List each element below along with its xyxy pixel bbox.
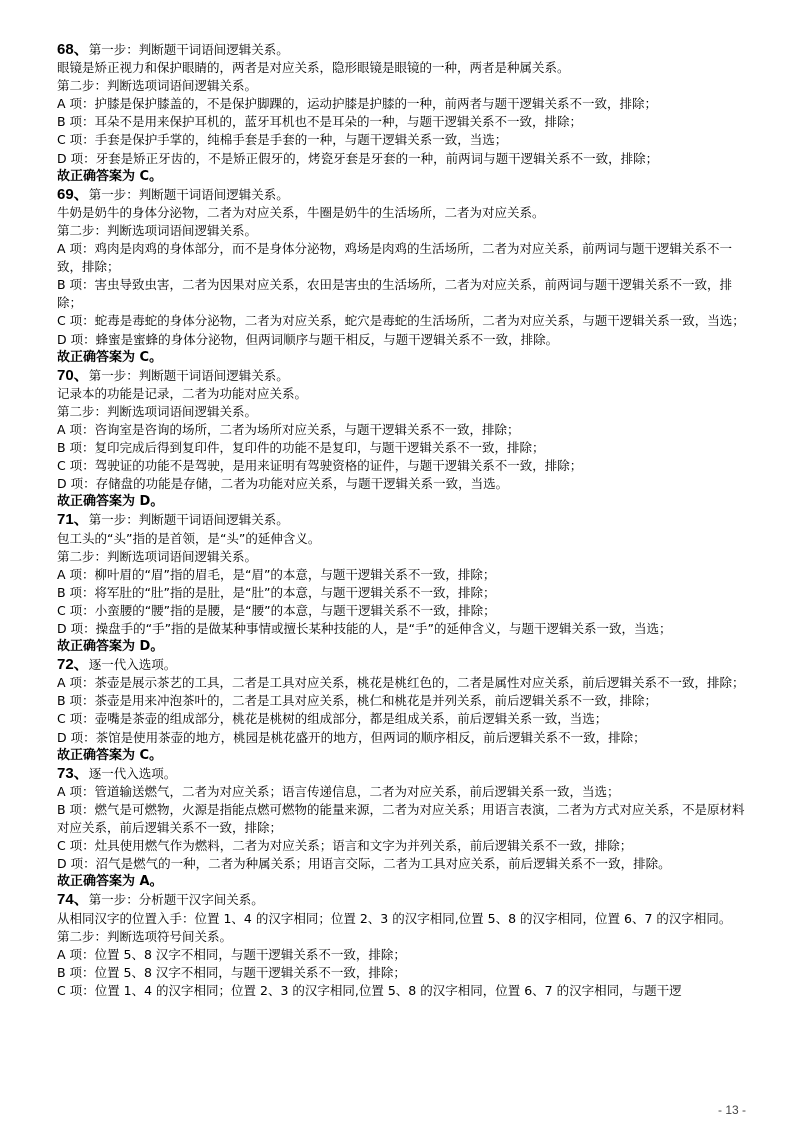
question-number: 72、 xyxy=(57,656,89,674)
option-line: B 项：位置 5、8 汉字不相同，与题干逻辑关系不一致，排除； xyxy=(57,964,406,980)
explanation-line: 包工头的“头”指的是首领，是“头”的延伸含义。 xyxy=(57,530,321,546)
explanation-line: 从相同汉字的位置入手：位置 1、4 的汉字相同；位置 2、3 的汉字相同,位置 5、8 的汉字相同，位置 6、7 的汉字相同。 xyxy=(57,910,732,926)
question-heading xyxy=(57,511,747,529)
question-heading xyxy=(57,41,747,59)
explanation-line: 第二步：判断选项符号间关系。 xyxy=(57,928,233,944)
step-text: 第一步：判断题干词语间逻辑关系。 xyxy=(88,186,289,202)
answer-explanations xyxy=(57,41,747,1000)
explanation-line: 眼镜是矫正视力和保护眼睛的，两者是对应关系，隐形眼镜是眼镜的一种，两者是种属关系。 xyxy=(57,60,570,76)
question-block xyxy=(57,656,747,765)
option-line: B 项：将军肚的“肚”指的是肚，是“肚”的本意，与题干逻辑关系不一致，排除； xyxy=(57,584,496,600)
answer-line: 故正确答案为 C。 xyxy=(57,349,163,365)
step-text: 第一步：判断题干词语间逻辑关系。 xyxy=(88,42,289,57)
option-line: B 项：害虫导致虫害，二者为因果对应关系，农田是害虫的生活场所，二者为对应关系，前两词与题干逻辑关系不一致，排除； xyxy=(57,277,733,311)
option-line: A 项：茶壶是展示茶艺的工具，二者是工具对应关系，桃花是桃红色的，二者是属性对应关系，前后逻辑关系不一致，排除； xyxy=(57,675,745,691)
answer-line: 故正确答案为 C。 xyxy=(57,747,163,763)
question-number: 69、 xyxy=(57,185,89,203)
explanation-line: 第二步：判断选项词语间逻辑关系。 xyxy=(57,78,258,94)
option-line: B 项：茶壶是用来冲泡茶叶的，二者是工具对应关系，桃仁和桃花是并列关系，前后逻辑关系不一致，排除； xyxy=(57,693,658,709)
question-number: 74、 xyxy=(57,891,89,909)
step-text: 第一步：判断题干词语间逻辑关系。 xyxy=(88,367,289,383)
option-line: C 项：壶嘴是茶壶的组成部分，桃花是桃树的组成部分，都是组成关系，前后逻辑关系一致，当选； xyxy=(57,711,608,727)
option-line: A 项：咨询室是咨询的场所，二者为场所对应关系，与题干逻辑关系不一致，排除； xyxy=(57,421,520,437)
step-text: 逐一代入选项。 xyxy=(88,765,177,781)
explanation-line: 牛奶是奶牛的身体分泌物，二者为对应关系，牛圈是奶牛的生活场所，二者为对应关系。 xyxy=(57,204,545,220)
question-number: 68、 xyxy=(57,41,89,58)
option-line: A 项：柳叶眉的“眉”指的眉毛，是“眉”的本意，与题干逻辑关系不一致，排除； xyxy=(57,566,496,582)
option-line: B 项：燃气是可燃物，火源是指能点燃可燃物的能量来源，二者为对应关系；用语言表演，二者为方式对应关系，不是原材料对应关系，前后逻辑关系不一致，排除； xyxy=(57,801,745,836)
option-line: D 项：茶馆是使用茶壶的地方，桃园是桃花盛开的地方，但两词的顺序相反，前后逻辑关系不一致，排除； xyxy=(57,729,646,745)
option-line: B 项：耳朵不是用来保护耳机的，蓝牙耳机也不是耳朵的一种，与题干逻辑关系不一致，排除； xyxy=(57,114,583,130)
option-line: C 项：蛇毒是毒蛇的身体分泌物，二者为对应关系，蛇穴是毒蛇的生活场所，二者为对应关系，与题干逻辑关系一致，当选； xyxy=(57,313,745,329)
explanation-line: 第二步：判断选项词语间逻辑关系。 xyxy=(57,548,258,564)
step-text: 第一步：判断题干词语间逻辑关系。 xyxy=(88,512,289,528)
question-heading xyxy=(57,891,747,909)
option-line: A 项：位置 5、8 汉字不相同，与题干逻辑关系不一致，排除； xyxy=(57,946,406,962)
question-number: 70、 xyxy=(57,366,89,384)
option-line: C 项：驾驶证的功能不是驾驶，是用来证明有驾驶资格的证件，与题干逻辑关系不一致，排除； xyxy=(57,458,583,474)
question-heading xyxy=(57,367,747,385)
answer-line: 故正确答案为 A。 xyxy=(57,874,163,890)
option-line: A 项：护膝是保护膝盖的，不是保护脚踝的，运动护膝是护膝的一种，前两者与题干逻辑关系不一致，排除； xyxy=(57,96,658,112)
question-block xyxy=(57,765,747,892)
question-heading xyxy=(57,186,747,204)
option-line: C 项：位置 1、4 的汉字相同；位置 2、3 的汉字相同,位置 5、8 的汉字相同，位置 6、7 的汉字相同，与题干逻 xyxy=(57,982,682,998)
answer-line: 故正确答案为 D。 xyxy=(57,639,164,655)
question-number: 73、 xyxy=(57,764,89,782)
answer-line: 故正确答案为 D。 xyxy=(57,494,164,510)
step-text: 逐一代入选项。 xyxy=(88,657,177,673)
option-line: C 项：手套是保护手掌的，纯棉手套是手套的一种，与题干逻辑关系一致，当选； xyxy=(57,132,508,148)
explanation-line: 第二步：判断选项词语间逻辑关系。 xyxy=(57,403,258,419)
explanation-line: 第二步：判断选项词语间逻辑关系。 xyxy=(57,222,258,238)
step-text: 第一步：分析题干汉字间关系。 xyxy=(88,892,264,908)
question-heading xyxy=(57,765,747,783)
option-line: B 项：复印完成后得到复印件，复印件的功能不是复印，与题干逻辑关系不一致，排除； xyxy=(57,440,545,456)
question-block xyxy=(57,41,747,186)
option-line: A 项：管道输送燃气，二者为对应关系；语言传递信息，二者为对应关系，前后逻辑关系一致，当选； xyxy=(57,783,620,799)
question-block xyxy=(57,186,747,367)
question-block xyxy=(57,511,747,656)
question-block xyxy=(57,367,747,512)
option-line: D 项：存储盘的功能是存储，二者为功能对应关系，与题干逻辑关系一致，当选。 xyxy=(57,476,509,492)
option-line: D 项：沼气是燃气的一种，二者为种属关系；用语言交际，二者为工具对应关系，前后逻辑关系不一致，排除。 xyxy=(57,856,671,872)
page-number: - 13 - xyxy=(717,1103,746,1117)
option-line: A 项：鸡肉是肉鸡的身体部分，而不是身体分泌物，鸡场是肉鸡的生活场所，二者为对应关系，前两词与题干逻辑关系不一致，排除； xyxy=(57,241,733,275)
question-block xyxy=(57,891,747,1000)
option-line: C 项：灶具使用燃气作为燃料，二者为对应关系；语言和文字为并列关系，前后逻辑关系不一致，排除； xyxy=(57,838,633,854)
question-number: 71、 xyxy=(57,511,89,529)
option-line: C 项：小蛮腰的“腰”指的是腰，是“腰”的本意，与题干逻辑关系不一致，排除； xyxy=(57,602,496,618)
option-line: D 项：牙套是矫正牙齿的，不是矫正假牙的，烤瓷牙套是牙套的一种，前两词与题干逻辑关系不一致，排除； xyxy=(57,150,659,166)
question-heading xyxy=(57,656,747,674)
option-line: D 项：操盘手的“手”指的是做某种事情或擅长某种技能的人，是“手”的延伸含义，与题干逻辑关系一致，当选； xyxy=(57,621,672,636)
answer-line: 故正确答案为 C。 xyxy=(57,168,163,184)
explanation-line: 记录本的功能是记录，二者为功能对应关系。 xyxy=(57,385,308,401)
option-line: D 项：蜂蜜是蜜蜂的身体分泌物，但两词顺序与题干相反，与题干逻辑关系不一致，排除。 xyxy=(57,331,559,347)
